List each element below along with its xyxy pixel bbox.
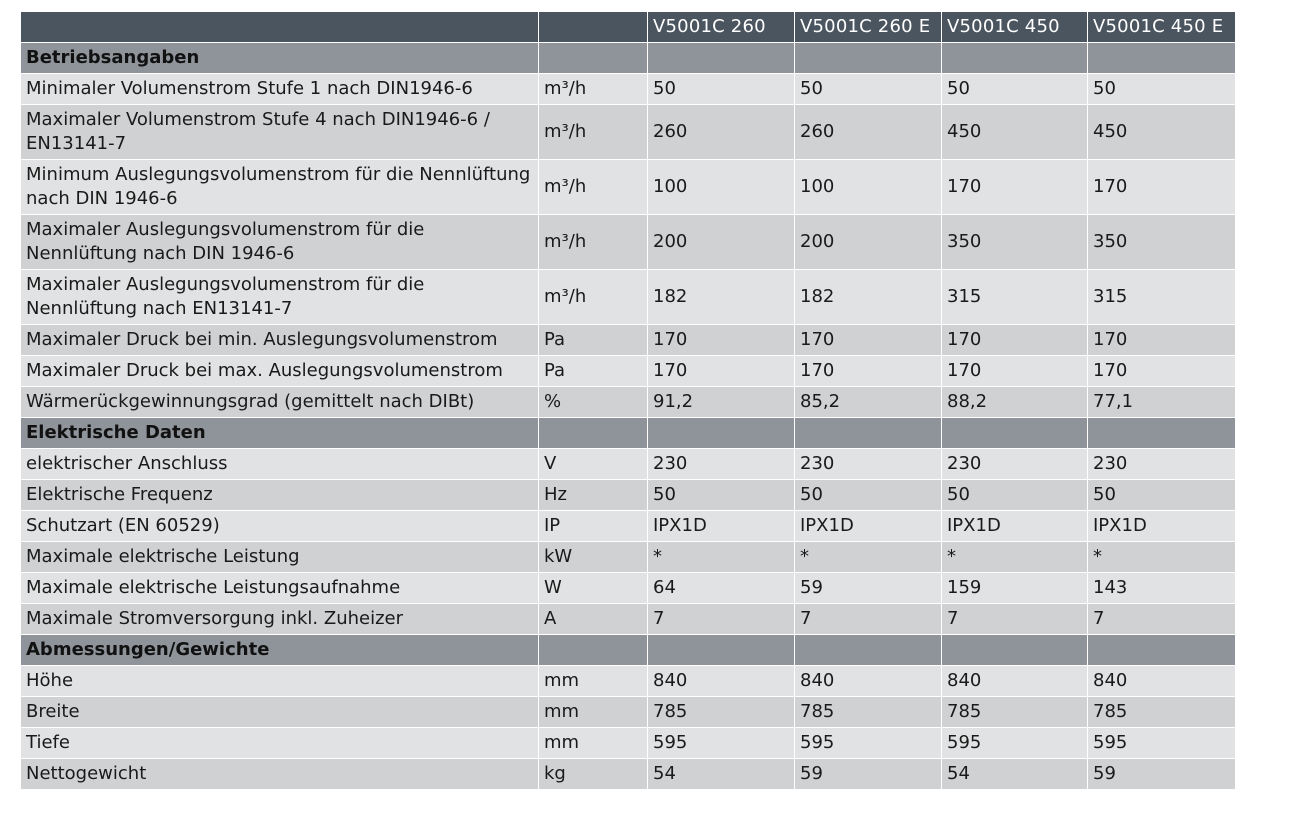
- section-empty-cell: [942, 635, 1088, 666]
- row-label: Maximaler Druck bei min. Auslegungsvolumenstrom: [21, 325, 539, 356]
- row-value: 350: [1088, 215, 1236, 270]
- row-value: 7: [795, 604, 942, 635]
- section-row-abmessungen-gewichte: [21, 635, 1236, 666]
- table-row: [21, 542, 1236, 573]
- row-value: 7: [942, 604, 1088, 635]
- row-label: Breite: [21, 697, 539, 728]
- row-unit: IP: [539, 511, 648, 542]
- row-value: 840: [1088, 666, 1236, 697]
- table-row: [21, 74, 1236, 105]
- row-label: Maximaler Auslegungsvolumenstrom für die Nennlüftung nach EN13141-7: [21, 270, 539, 325]
- row-value: 159: [942, 573, 1088, 604]
- row-value: 315: [1088, 270, 1236, 325]
- spec-table: [20, 11, 1236, 790]
- row-value: 182: [648, 270, 795, 325]
- row-unit: V: [539, 449, 648, 480]
- row-unit: Pa: [539, 325, 648, 356]
- row-value: 260: [795, 105, 942, 160]
- header-unit-cell: [539, 12, 648, 43]
- row-value: 7: [1088, 604, 1236, 635]
- table-row: [21, 573, 1236, 604]
- row-value: 170: [942, 325, 1088, 356]
- row-label: Höhe: [21, 666, 539, 697]
- row-value: 64: [648, 573, 795, 604]
- row-value: 200: [795, 215, 942, 270]
- section-empty-cell: [795, 43, 942, 74]
- table-row: [21, 105, 1236, 160]
- row-value: *: [1088, 542, 1236, 573]
- row-value: 170: [1088, 160, 1236, 215]
- table-row: [21, 449, 1236, 480]
- header-model-v5001c-260: V5001C 260: [648, 12, 795, 43]
- table-row: [21, 356, 1236, 387]
- section-row-elektrische-daten: [21, 418, 1236, 449]
- row-value: 85,2: [795, 387, 942, 418]
- header-model-v5001c-260-e: V5001C 260 E: [795, 12, 942, 43]
- row-value: 50: [795, 74, 942, 105]
- section-title: Betriebsangaben: [21, 43, 539, 74]
- row-value: 840: [648, 666, 795, 697]
- row-label: Maximale elektrische Leistungsaufnahme: [21, 573, 539, 604]
- row-label: Tiefe: [21, 728, 539, 759]
- row-unit: m³/h: [539, 74, 648, 105]
- row-value: 200: [648, 215, 795, 270]
- row-value: 785: [795, 697, 942, 728]
- row-value: 50: [1088, 480, 1236, 511]
- row-value: IPX1D: [648, 511, 795, 542]
- table-row: [21, 511, 1236, 542]
- row-value: 50: [942, 74, 1088, 105]
- row-unit: kW: [539, 542, 648, 573]
- row-value: 230: [1088, 449, 1236, 480]
- section-empty-cell: [1088, 635, 1236, 666]
- row-value: 50: [648, 480, 795, 511]
- table-row: [21, 215, 1236, 270]
- row-value: 143: [1088, 573, 1236, 604]
- row-value: 54: [942, 759, 1088, 790]
- row-value: 50: [1088, 74, 1236, 105]
- section-empty-cell: [648, 635, 795, 666]
- table-row: [21, 160, 1236, 215]
- row-unit: m³/h: [539, 215, 648, 270]
- table-row: [21, 270, 1236, 325]
- row-value: IPX1D: [1088, 511, 1236, 542]
- section-empty-cell: [942, 418, 1088, 449]
- row-value: *: [648, 542, 795, 573]
- row-label: Maximaler Auslegungsvolumenstrom für die Nennlüftung nach DIN 1946-6: [21, 215, 539, 270]
- row-value: 230: [795, 449, 942, 480]
- row-unit: A: [539, 604, 648, 635]
- row-label: Minimum Auslegungsvolumenstrom für die Nennlüftung nach DIN 1946-6: [21, 160, 539, 215]
- row-unit: m³/h: [539, 160, 648, 215]
- row-unit: mm: [539, 666, 648, 697]
- section-empty-cell: [795, 418, 942, 449]
- header-model-v5001c-450: V5001C 450: [942, 12, 1088, 43]
- row-value: 50: [795, 480, 942, 511]
- header-label-cell: [21, 12, 539, 43]
- section-empty-cell: [539, 418, 648, 449]
- table-row: [21, 759, 1236, 790]
- row-value: 50: [942, 480, 1088, 511]
- row-value: *: [795, 542, 942, 573]
- section-empty-cell: [539, 43, 648, 74]
- row-unit: W: [539, 573, 648, 604]
- table-row: [21, 387, 1236, 418]
- row-unit: m³/h: [539, 105, 648, 160]
- section-title: Abmessungen/Gewichte: [21, 635, 539, 666]
- row-value: 230: [942, 449, 1088, 480]
- row-value: 840: [795, 666, 942, 697]
- row-value: 170: [942, 160, 1088, 215]
- section-empty-cell: [648, 418, 795, 449]
- row-value: 7: [648, 604, 795, 635]
- row-value: 785: [648, 697, 795, 728]
- row-value: 170: [648, 356, 795, 387]
- row-value: 450: [1088, 105, 1236, 160]
- row-value: IPX1D: [942, 511, 1088, 542]
- row-label: Minimaler Volumenstrom Stufe 1 nach DIN1946-6: [21, 74, 539, 105]
- row-value: 785: [1088, 697, 1236, 728]
- row-value: 785: [942, 697, 1088, 728]
- row-value: 182: [795, 270, 942, 325]
- table-row: [21, 325, 1236, 356]
- row-value: 170: [1088, 325, 1236, 356]
- row-value: 170: [1088, 356, 1236, 387]
- row-unit: %: [539, 387, 648, 418]
- row-value: 77,1: [1088, 387, 1236, 418]
- row-value: 260: [648, 105, 795, 160]
- row-label: Schutzart (EN 60529): [21, 511, 539, 542]
- row-label: Nettogewicht: [21, 759, 539, 790]
- row-value: 170: [648, 325, 795, 356]
- row-unit: mm: [539, 697, 648, 728]
- row-value: 54: [648, 759, 795, 790]
- row-value: 840: [942, 666, 1088, 697]
- row-value: 230: [648, 449, 795, 480]
- row-value: 59: [795, 759, 942, 790]
- row-value: 91,2: [648, 387, 795, 418]
- header-row: [21, 12, 1236, 43]
- row-value: 315: [942, 270, 1088, 325]
- row-value: 170: [942, 356, 1088, 387]
- row-value: 595: [942, 728, 1088, 759]
- row-label: Elektrische Frequenz: [21, 480, 539, 511]
- table-row: [21, 666, 1236, 697]
- row-value: 100: [795, 160, 942, 215]
- table-row: [21, 480, 1236, 511]
- table-row: [21, 604, 1236, 635]
- row-value: 100: [648, 160, 795, 215]
- row-value: *: [942, 542, 1088, 573]
- row-value: 88,2: [942, 387, 1088, 418]
- table-row: [21, 728, 1236, 759]
- row-label: Maximaler Volumenstrom Stufe 4 nach DIN1946-6 / EN13141-7: [21, 105, 539, 160]
- row-value: 59: [795, 573, 942, 604]
- row-unit: mm: [539, 728, 648, 759]
- row-value: 595: [648, 728, 795, 759]
- row-value: 350: [942, 215, 1088, 270]
- table-row: [21, 697, 1236, 728]
- row-value: 595: [795, 728, 942, 759]
- row-label: Wärmerückgewinnungsgrad (gemittelt nach DIBt): [21, 387, 539, 418]
- row-label: Maximale elektrische Leistung: [21, 542, 539, 573]
- row-value: 59: [1088, 759, 1236, 790]
- section-empty-cell: [1088, 418, 1236, 449]
- section-row-betriebsangaben: [21, 43, 1236, 74]
- row-unit: Pa: [539, 356, 648, 387]
- row-value: 50: [648, 74, 795, 105]
- row-label: Maximaler Druck bei max. Auslegungsvolumenstrom: [21, 356, 539, 387]
- section-empty-cell: [1088, 43, 1236, 74]
- row-unit: kg: [539, 759, 648, 790]
- row-unit: m³/h: [539, 270, 648, 325]
- row-label: elektrischer Anschluss: [21, 449, 539, 480]
- row-label: Maximale Stromversorgung inkl. Zuheizer: [21, 604, 539, 635]
- row-value: IPX1D: [795, 511, 942, 542]
- row-value: 450: [942, 105, 1088, 160]
- section-empty-cell: [648, 43, 795, 74]
- row-value: 170: [795, 356, 942, 387]
- section-empty-cell: [795, 635, 942, 666]
- row-unit: Hz: [539, 480, 648, 511]
- section-title: Elektrische Daten: [21, 418, 539, 449]
- header-model-v5001c-450-e: V5001C 450 E: [1088, 12, 1236, 43]
- section-empty-cell: [539, 635, 648, 666]
- row-value: 595: [1088, 728, 1236, 759]
- section-empty-cell: [942, 43, 1088, 74]
- row-value: 170: [795, 325, 942, 356]
